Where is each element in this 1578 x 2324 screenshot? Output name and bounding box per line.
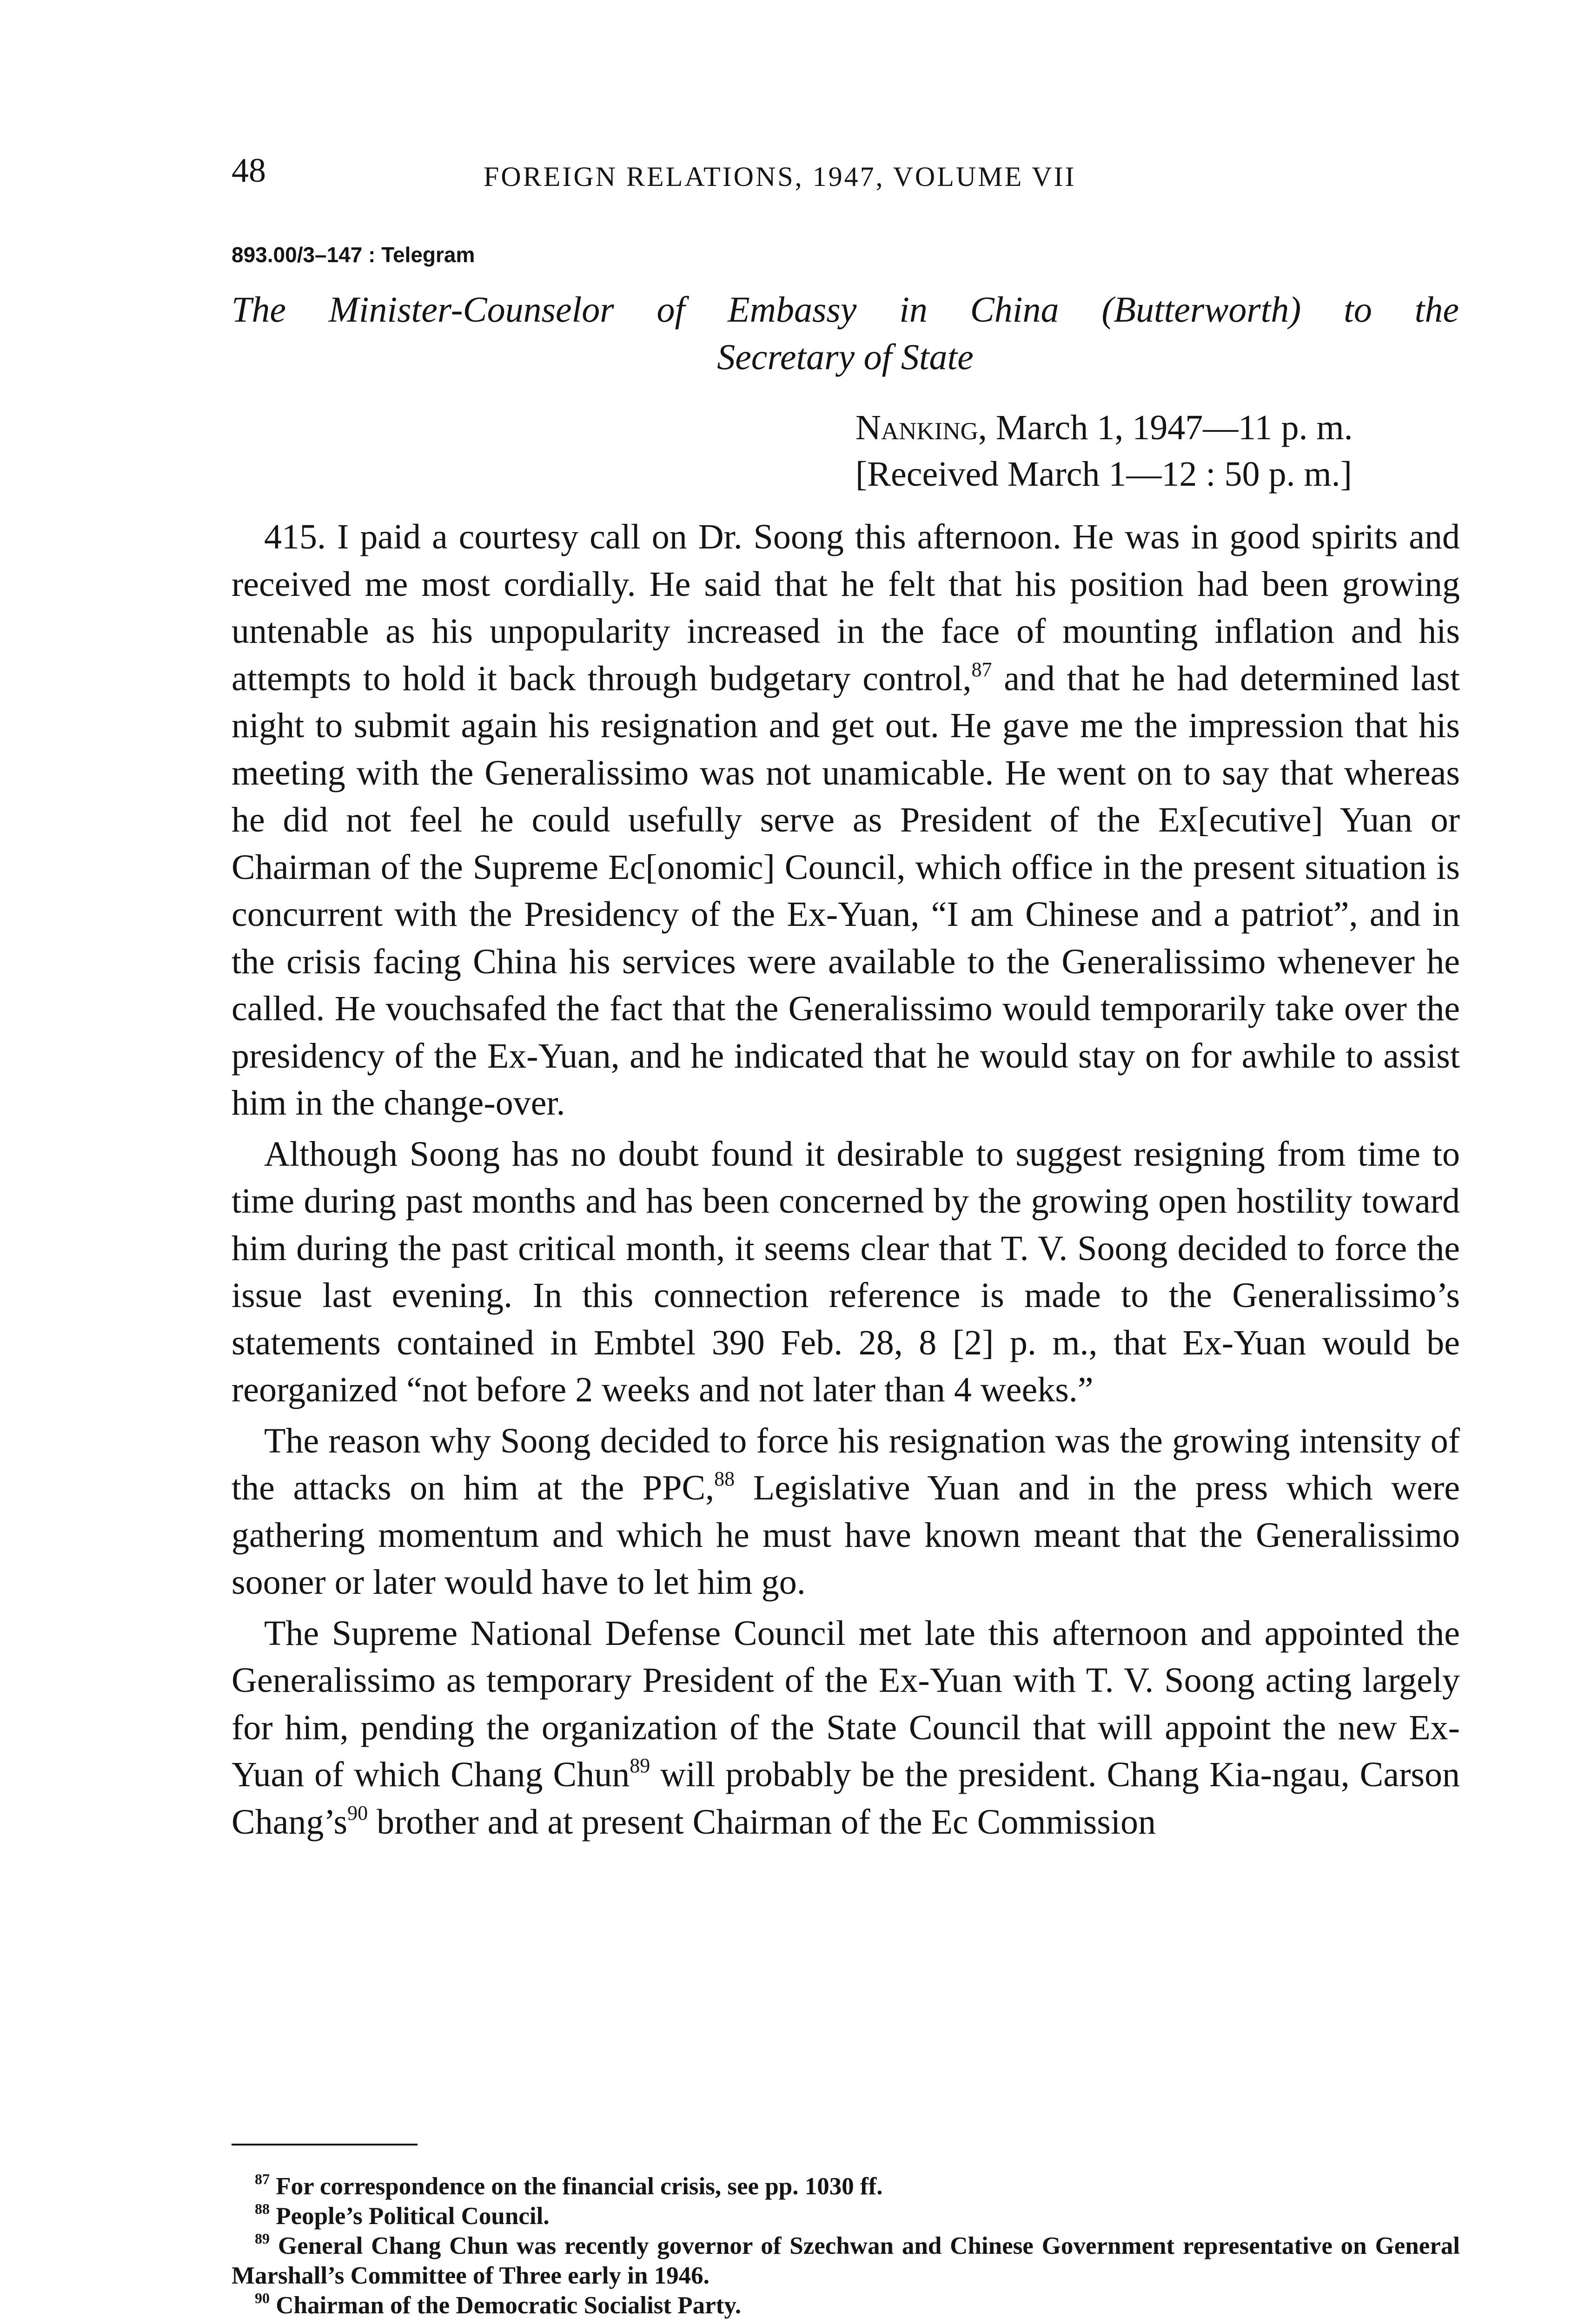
footnote-90 — [232, 2291, 1460, 2320]
footnote-text: People’s Political Council. — [270, 2203, 550, 2230]
telegram-body — [232, 514, 1460, 1849]
paragraph-1-text-a: I paid a courtesy call on Dr. Soong this afternoon. He was in good spirits and received me most cordially. He said that he felt that his position had been growing untenable as his unpopularity increased in the face of mounting inflation and his attempts to hold it back through budgetary control, — [232, 517, 1460, 698]
file-reference: 893.00/3–147 : Telegram — [232, 243, 475, 267]
footnote-text: Chairman of the Democratic Socialist Party. — [270, 2292, 742, 2319]
document-title-line-2: Secretary of State — [717, 337, 974, 377]
paragraph-3-text-b: Legislative Yuan and in the press which were gathering momentum and which he must have known meant that the Generalissimo sooner or later would have to let him go. — [232, 1468, 1460, 1602]
dateline-received: [Received March 1—12 : 50 p. m.] — [855, 455, 1352, 494]
paragraph-1 — [232, 514, 1460, 1127]
dateline — [855, 404, 1353, 497]
footnote-text: For correspondence on the financial crisis, see pp. 1030 ff. — [270, 2173, 883, 2200]
footnote-87 — [232, 2172, 1460, 2201]
dateline-date: March 1, 1947—11 p. m. — [987, 408, 1353, 447]
dateline-place: Nanking, — [855, 408, 987, 447]
page-number: 48 — [232, 152, 266, 190]
document-title-line-1: The Minister-Counselor of Embassy in China (Butterworth) to the — [232, 289, 1459, 330]
footnote-text: General Chang Chun was recently governor of Szechwan and Chinese Government representative on General Marshall’s Committee of Three early in 1946. — [232, 2232, 1460, 2289]
document-title — [232, 286, 1459, 381]
paragraph-3 — [232, 1418, 1460, 1606]
paragraph-1-text-b: and that he had determined last night to submit again his resignation and get out. He gave me the impression that his meeting with the Generalissimo was not unamicable. He went on to say that whereas he did not feel he could usefully serve as President of the Ex[ecutive] Yuan or Chairman of the Supreme Ec[onomic] Council, which office in the present situation is concurrent with the Presidency of the Ex-Yuan, “I am Chinese and a patriot”, and in the crisis facing China his services were available to the Generalissimo whenever he called. He vouchsafed the fact that the Generalissimo would temporarily take over the presidency of the Ex-Yuan, and he indicated that he would stay on for awhile to assist him in the change-over. — [232, 659, 1460, 1122]
footnote-mark: 90 — [255, 2290, 270, 2306]
running-title: FOREIGN RELATIONS, 1947, VOLUME VII — [484, 161, 1076, 192]
dateline-sent — [855, 404, 1353, 451]
telegram-number: 415. — [264, 517, 326, 556]
paragraph-3-text-a: The reason why Soong decided to force his resignation was the growing intensity of the attacks on him at the PPC, — [232, 1421, 1460, 1507]
footnote-ref-90: 90 — [347, 1801, 368, 1824]
paragraph-2: Although Soong has no doubt found it desirable to suggest resigning from time to time during past months and has been concerned by the growing open hostility toward him during the past critical month, it seems clear that T. V. Soong decided to force the issue last evening. In this connection reference is made to the Generalissimo’s statements contained in Embtel 390 Feb. 28, 8 [2] p. m., that Ex-Yuan would be reorganized “not before 2 weeks and not later than 4 weeks.” — [232, 1134, 1460, 1409]
footnote-mark: 87 — [255, 2171, 270, 2187]
footnote-mark: 88 — [255, 2200, 270, 2217]
paragraph-4-text-a: The Supreme National Defense Council met late this afternoon and appointed the Generalissimo as temporary President of the Ex-Yuan with T. V. Soong acting largely for him, pending the organization of the State Council that will appoint the new Ex-Yuan of which Chang Chun — [232, 1613, 1460, 1794]
footnote-89 — [232, 2231, 1460, 2291]
paragraph-4-text-b: will probably be the president. Chang Kia-ngau, Carson Chang’s — [232, 1755, 1460, 1842]
footnote-mark: 89 — [255, 2230, 270, 2247]
paragraph-4 — [232, 1610, 1460, 1846]
paragraph-4-text-c: brother and at present Chairman of the Ec Commission — [368, 1802, 1156, 1842]
footnote-ref-87: 87 — [971, 658, 992, 681]
footnote-ref-88: 88 — [714, 1467, 735, 1490]
footnotes — [232, 2172, 1460, 2320]
footnote-divider — [232, 2144, 418, 2146]
footnote-ref-89: 89 — [630, 1754, 650, 1777]
footnote-88 — [232, 2201, 1460, 2231]
